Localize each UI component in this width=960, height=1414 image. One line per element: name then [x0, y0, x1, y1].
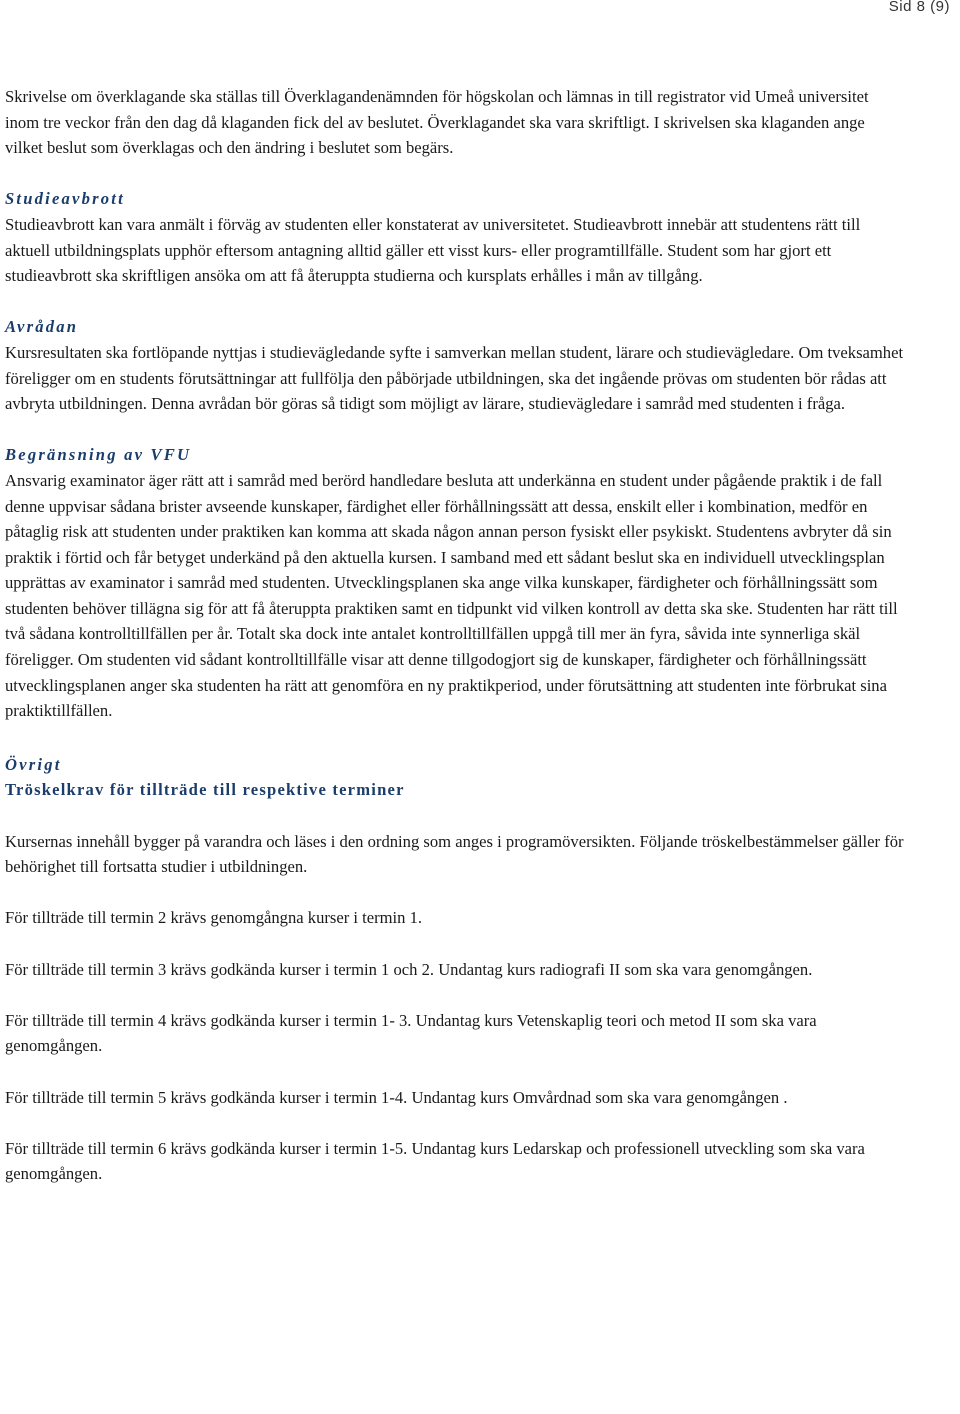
troskelkrav-intro: Kursernas innehåll bygger på varandra och läses i den ordning som anges i programöversikten. Följande tröskelbestämmelser gäller för behörighet till fortsatta studier i utbildningen. — [5, 831, 904, 877]
section-heading-studieavbrott: Studieavbrott — [5, 189, 125, 209]
avradan-paragraph: Kursresultaten ska fortlöpande nyttjas i studievägledande syfte i samverkan mellan student, lärare och studievägledare. Om tveksamhet föreligger om en students förutsättningar att fullfölja den påbörjade utbildningen, ska det ingående prövas om studenten bör rådas att avbryta utbildningen. Denna avrådan bör göras så tidigt som möjligt av lärare, studievägledare i samråd med studenten i fråga. — [5, 342, 904, 414]
rule-termin-2: För tillträde till termin 2 krävs genomgångna kurser i termin 1. — [5, 908, 423, 928]
section-heading-ovrigt: Övrigt — [5, 754, 62, 774]
vfu-paragraph: Ansvarig examinator äger rätt att i samråd med berörd handledare besluta att underkänna en student under pågående praktik i de fall denne uppvisar sådana brister avseende kunskaper, färdighet eller förhållningssätt att dessa, enskilt eller i kombination, medför en påtaglig risk att studenten under praktiken kan komma att skada någon annan person fysiskt eller psykiskt. Studentens avbryter då sin praktik i förtid och får betyget underkänd på den aktuella kursen. I samband med ett sådant beslut ska en individuell utvecklingsplan upprättas av examinator i samråd med studenten. Utvecklingsplanen ska ange vilka kunskaper, färdigheter och förhållningssätt som studenten behöver tillägna sig för att få återuppta praktiken samt en tidpunkt vid vilken kontroll av detta ska ske. Studenten har rätt till två sådana kontrolltillfällen per år. Totalt ska dock inte antalet kontrolltillfällen uppgå till mer än fyra, såvida inte synnerliga skäl föreligger. Om studenten vid sådant kontrolltillfälle visar att denne tillgodogjort sig de kunskaper, färdigheter och förhållningssätt utvecklingsplanen anger ska studenten ha rätt att genomföra en ny praktikperiod, under förutsättning att studenten inte förbrukat sina praktiktillfällen. — [5, 470, 898, 721]
document-body — [5, 84, 905, 1187]
rule-termin-5: För tillträde till termin 5 krävs godkända kurser i termin 1-4. Undantag kurs Omvårdnad som ska vara genomgången . — [5, 1087, 788, 1107]
appeal-paragraph: Skrivelse om överklagande ska ställas till Överklagandenämnden för högskolan och lämnas in till registrator vid Umeå universitet inom tre veckor från den dag då klaganden fick del av beslutet. Överklagandet ska vara skriftligt. I skrivelsen ska klaganden ange vilket beslut som överklagas och den ändring i beslutet som begärs. — [5, 87, 869, 158]
page-number: Sid 8 (9) — [888, 0, 950, 15]
section-heading-vfu: Begränsning av VFU — [5, 445, 192, 465]
section-heading-avradan: Avrådan — [5, 317, 79, 337]
studieavbrott-paragraph: Studieavbrott kan vara anmält i förväg av studenten eller konstaterat av universitetet. Studieavbrott innebär att studentens rätt till aktuell utbildningsplats upphör eftersom antagning alltid gäller ett visst kurs- eller programtillfälle. Student som har gjort ett studieavbrott ska skriftligen ansöka om att få återuppta studierna och kursplats erhålles i mån av tillgång. — [5, 214, 861, 286]
rule-termin-4: För tillträde till termin 4 krävs godkända kurser i termin 1- 3. Undantag kurs Vetenskaplig teori och metod II som ska vara genomgången. — [5, 1010, 817, 1056]
rule-termin-3: För tillträde till termin 3 krävs godkända kurser i termin 1 och 2. Undantag kurs radiografi II som ska vara genomgången. — [5, 959, 813, 979]
rule-termin-6: För tillträde till termin 6 krävs godkända kurser i termin 1-5. Undantag kurs Ledarskap och professionell utveckling som ska vara genomgången. — [5, 1138, 865, 1184]
subheading-troskelkrav: Tröskelkrav för tillträde till respektive terminer — [5, 780, 405, 800]
